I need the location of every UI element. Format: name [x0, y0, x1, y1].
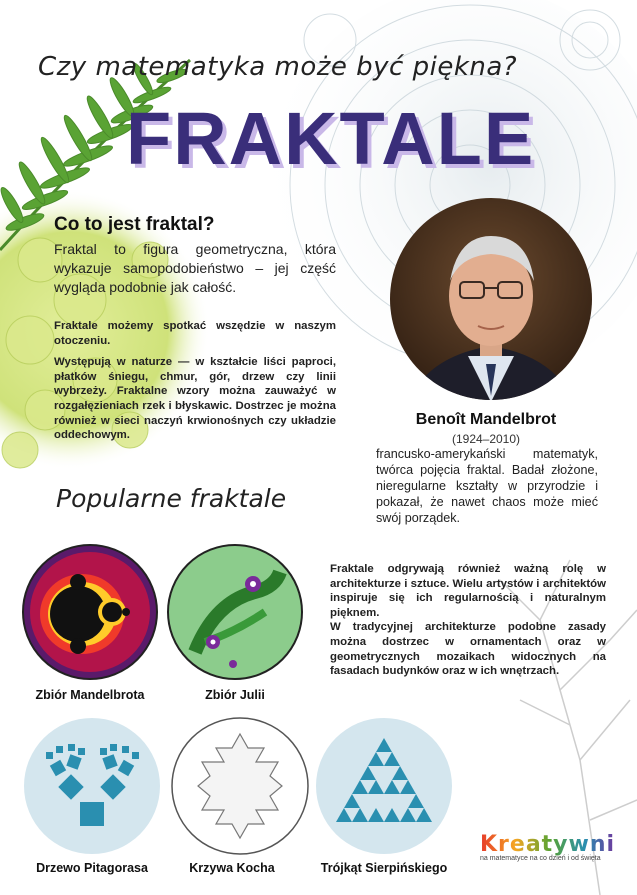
architecture-paragraph-1: Fraktale odgrywają również ważną rolę w architekturze i sztuce. Wielu artystów i architektów inspiruje się ich regularnością i naturalnym pięknem. [330, 563, 606, 619]
julia-set-icon [165, 542, 305, 682]
intro-paragraph-2: Występują w naturze — w kształcie liści paproci, płatków śniegu, chmur, gór, drzew czy linii wybrzeży. Fraktalne wzory można zauważyć w rozgałęzieniach rzek i błyskawic. Dostrzec je można również w sieci naczyń krwionośnych czy układzie oddechowym. [54, 356, 336, 442]
pythagoras-tree-icon [22, 716, 162, 856]
intro-text [54, 319, 336, 450]
koch-curve-icon [170, 716, 310, 856]
mandelbrot-portrait [388, 196, 594, 402]
fractal-label-koch: Krzywa Kocha [189, 861, 275, 875]
fractal-definition: Fraktal to figura geometryczna, która wykazuje samopodobieństwo – jej część wygląda podobnie jak całość. [54, 241, 336, 295]
section-heading-what-is-fractal: Co to jest fraktal? [54, 214, 215, 235]
architecture-text [330, 562, 606, 679]
person-name: Benoît Mandelbrot [415, 411, 557, 428]
page-subtitle: Czy matematyka może być piękna? [38, 52, 518, 82]
fractal-label-mandelbrot: Zbiór Mandelbrota [35, 688, 145, 702]
intro-paragraph-1: Fraktale możemy spotkać wszędzie w naszym otoczeniu. [54, 320, 336, 347]
person-description: francusko-amerykański matematyk, twórca pojęcia fraktal. Badał złożone, nieregularne kształty w przyrodzie i pokazał, że nawet chaos może mieć swój porządek. [376, 447, 598, 525]
mandelbrot-set-icon [20, 542, 160, 682]
fractal-label-pythagoras: Drzewo Pitagorasa [36, 861, 148, 875]
fractal-label-sierpinski: Trójkąt Sierpińskiego [320, 861, 448, 875]
person-years: (1924–2010) [451, 432, 521, 446]
section-heading-popular-fractals: Popularne fraktale [56, 484, 287, 513]
logo-tagline: na matematyce na co dzień i od święta [480, 855, 601, 862]
kreatywni-logo [480, 832, 620, 862]
page-title: FRAKTALE [126, 97, 536, 180]
sierpinski-triangle-icon [314, 716, 454, 856]
fractal-label-julia: Zbiór Julii [205, 688, 265, 702]
architecture-paragraph-2: W tradycyjnej architekturze podobne zasady można dostrzec w ornamentach oraz w geometrycznych mozaikach widocznych na fasadach budynków oraz w ich wnętrzach. [330, 621, 606, 678]
logo-word: Kreatywni [480, 832, 620, 857]
